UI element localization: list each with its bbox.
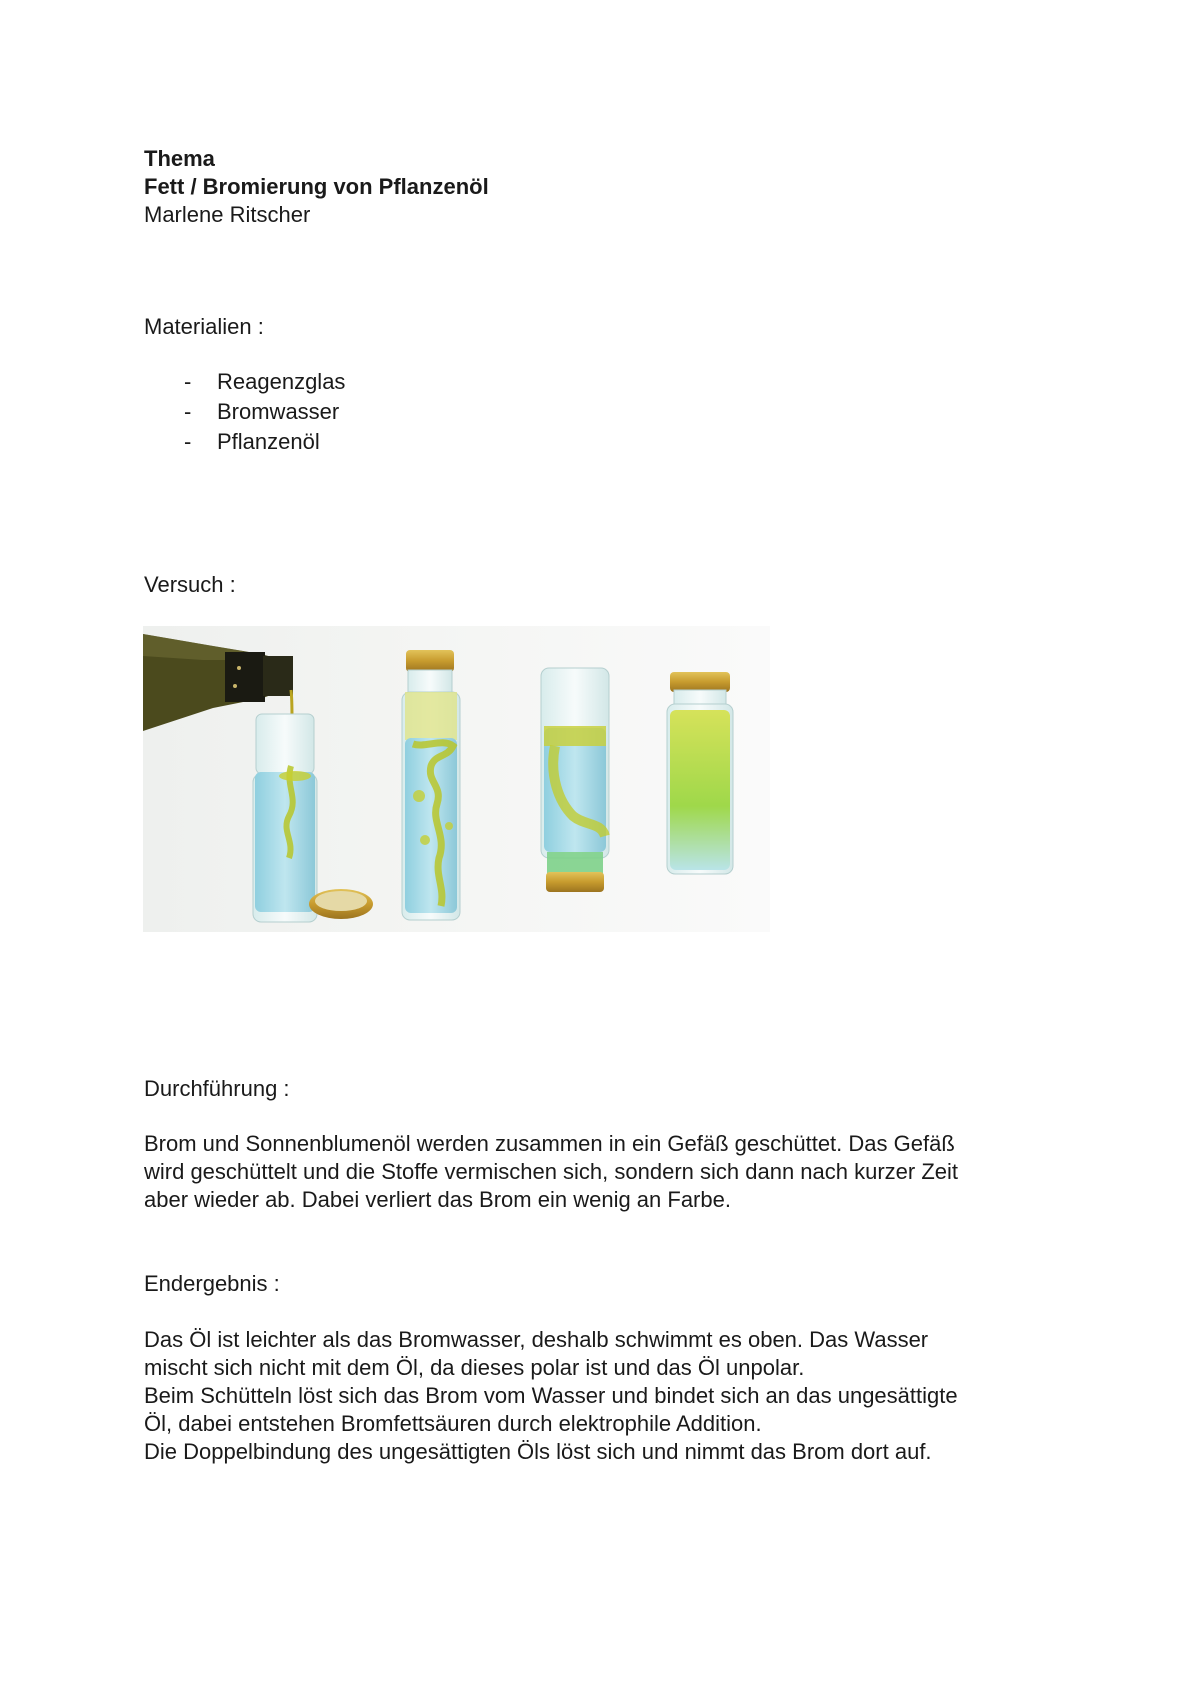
result-line: Das Öl ist leichter als das Bromwasser, deshalb schwimmt es oben. Das Wasser [144,1327,929,1352]
jar-mixed [667,672,733,874]
experiment-heading: Versuch : [144,572,236,597]
materials-heading: Materialien : [144,314,264,339]
document-header [144,145,489,229]
result-line: Die Doppelbindung des ungesättigten Öls löst sich und nimmt das Brom dort auf. [144,1439,932,1464]
result-heading: Endergebnis : [144,1271,280,1296]
jar-lid [309,889,373,919]
procedure-line: aber wieder ab. Dabei verliert das Brom ein wenig an Farbe. [144,1187,731,1212]
jar-inverted [541,668,609,892]
result-line: Beim Schütteln löst sich das Brom vom Wasser und bindet sich an das ungesättigte [144,1383,958,1408]
result-line: mischt sich nicht mit dem Öl, da dieses polar ist und das Öl unpolar. [144,1355,805,1380]
procedure-text [144,1130,1064,1214]
document-title: Fett / Bromierung von Pflanzenöl [144,174,489,199]
topic-label: Thema [144,146,215,171]
list-bullet: - [184,399,192,424]
procedure-line: wird geschüttelt und die Stoffe vermischen sich, sondern sich dann nach kurzer Zeit [144,1159,959,1184]
material-item: Bromwasser [217,399,340,424]
list-bullet: - [184,369,192,394]
procedure-heading: Durchführung : [144,1076,290,1101]
procedure-line: Brom und Sonnenblumenöl werden zusammen in ein Gefäß geschüttet. Das Gefäß [144,1131,955,1156]
material-item: Reagenzglas [217,369,346,394]
author-name: Marlene Ritscher [144,202,311,227]
experiment-photo [143,626,770,932]
jar-pouring [253,714,317,922]
result-text [144,1326,1064,1466]
list-bullet: - [184,429,192,454]
material-item: Pflanzenöl [217,429,320,454]
jar-tall [402,650,460,920]
result-line: Öl, dabei entstehen Bromfettsäuren durch elektrophile Addition. [144,1411,762,1436]
